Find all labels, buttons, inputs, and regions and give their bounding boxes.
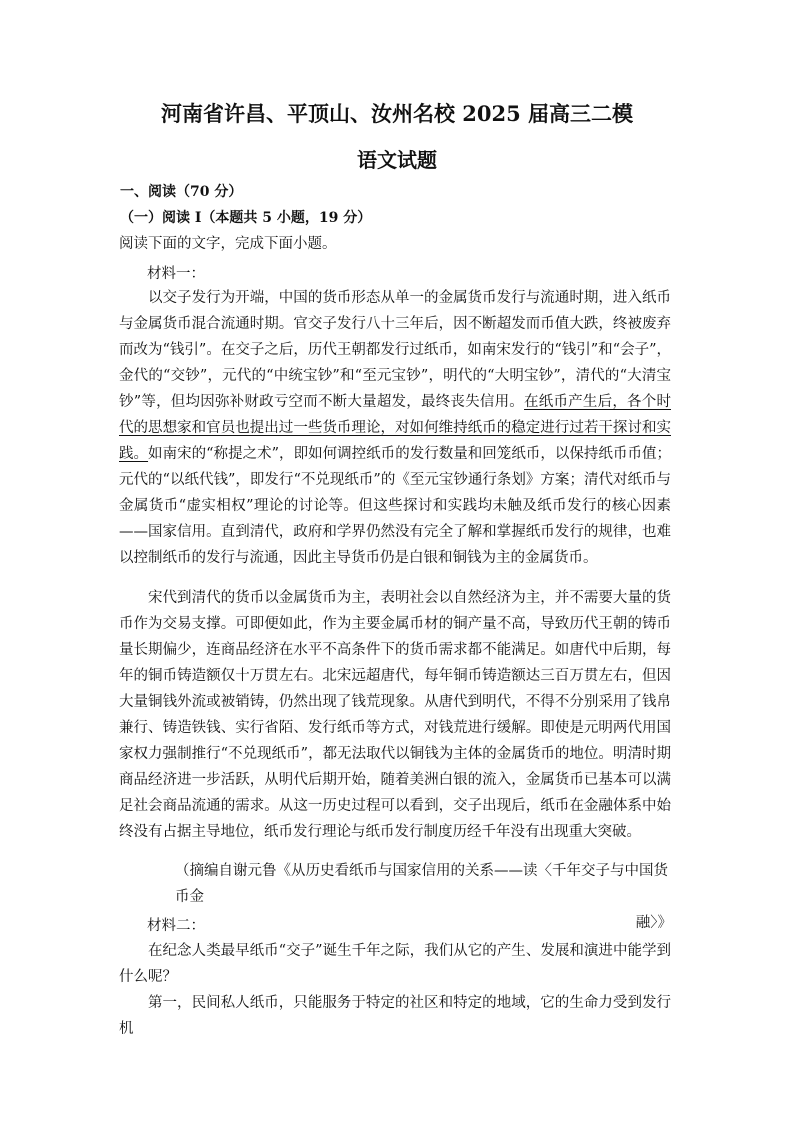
material-two-label: 材料二：: [147, 918, 205, 934]
section-heading: 一、阅读（70 分）: [120, 184, 243, 200]
subsection-heading: （一）阅读 I（本题共 5 小题，19 分）: [120, 210, 372, 226]
document-subtitle: 语文试题: [357, 148, 437, 172]
underlined-sentence: 在纸币产生后，各个时代的思想家和官员也提出过一些货币理论，对如何维持纸币的稳定进行过若干探讨和实践。: [119, 394, 671, 462]
material-one-paragraph-1: [119, 285, 671, 571]
paragraph-text: 以交子发行为开端，中国的货币形态从单一的金属货币发行与流通时期，进入纸币与金属货币混合流通时期。官交子发行八十三年后，因不断超发而币值大跌，终被废弃而改为“钱引”。在交子之后，历代王朝都发行过纸币，如南宋发行的“钱引”和“会子”，金代的“交钞”，元代的“中统宝钞”和“至元宝钞”，明代的“大明宝钞”，清代的“大清宝钞”等，但均因弥补财政亏空而不断大量超发，最终丧失信用。: [119, 290, 671, 410]
material-two-paragraph-2: 第一，民间私人纸币，只能服务于特定的社区和特定的地域，它的生命力受到发行机: [119, 995, 671, 1037]
source-citation: [175, 858, 672, 936]
material-one-paragraph-2: 宋代到清代的货币以金属货币为主，表明社会以自然经济为主，并不需要大量的货币作为交易支撑。可即便如此，作为主要金属币材的铜产量不高，导致历代王朝的铸币量长期偏少，连商品经济在水平不高条件下的货币需求都不能满足。如唐代中后期，每年的铜币铸造额仅十万贯左右。北宋远超唐代，每年铜币铸造额达三百万贯左右，但因大量铜钱外流或被销铸，仍然出现了钱荒现象。从唐代到明代，不得不分别采用了钱帛兼行、铸造铁钱、实行省陌、发行纸币等方式，对钱荒进行缓解。即使是元明两代用国家权力强制推行“不兑现纸币”，都无法取代以铜钱为主体的金属货币的地位。明清时期商品经济进一步活跃，从明代后期开始，随着美洲白银的流入，金属货币已基本可以满足社会商品流通的需求。从这一历史过程可以看到，交子出现后，纸币在金融体系中始终没有占据主导地位，纸币发行理论与纸币发行制度历经千年没有出现重大突破。: [119, 590, 671, 840]
instruction-text: 阅读下面的文字，完成下面小题。: [119, 236, 337, 252]
document-title: 河南省许昌、平顶山、汝州名校 2025 届高三二模: [160, 101, 634, 126]
material-two-paragraph-1: 在纪念人类最早纸币“交子”诞生千年之际，我们从它的产生、发展和演进中能学到什么呢？: [119, 943, 671, 985]
material-one-label: 材料一：: [147, 266, 205, 282]
citation-text-end: 融〉》: [635, 915, 672, 931]
paragraph-text: 如南宋的“称提之术”，即如何调控纸币的发行数量和回笼纸币，以保持纸币币值；元代的“以纸代钱”，即发行“不兑现纸币”的《至元宝钞通行条划》方案；清代对纸币与金属货币“虚实相权”理论的讨论等。但这些探讨和实践均未触及纸币发行的核心因素——国家信用。直到清代，政府和学界仍然没有完全了解和掌握纸币发行的规律，也难以控制纸币的发行与流通，因此主导货币仍是白银和铜钱为主的金属货币。: [119, 446, 672, 566]
citation-text: （摘编自谢元鲁《从历史看纸币与国家信用的关系——读〈千年交子与中国货币金: [175, 863, 668, 905]
